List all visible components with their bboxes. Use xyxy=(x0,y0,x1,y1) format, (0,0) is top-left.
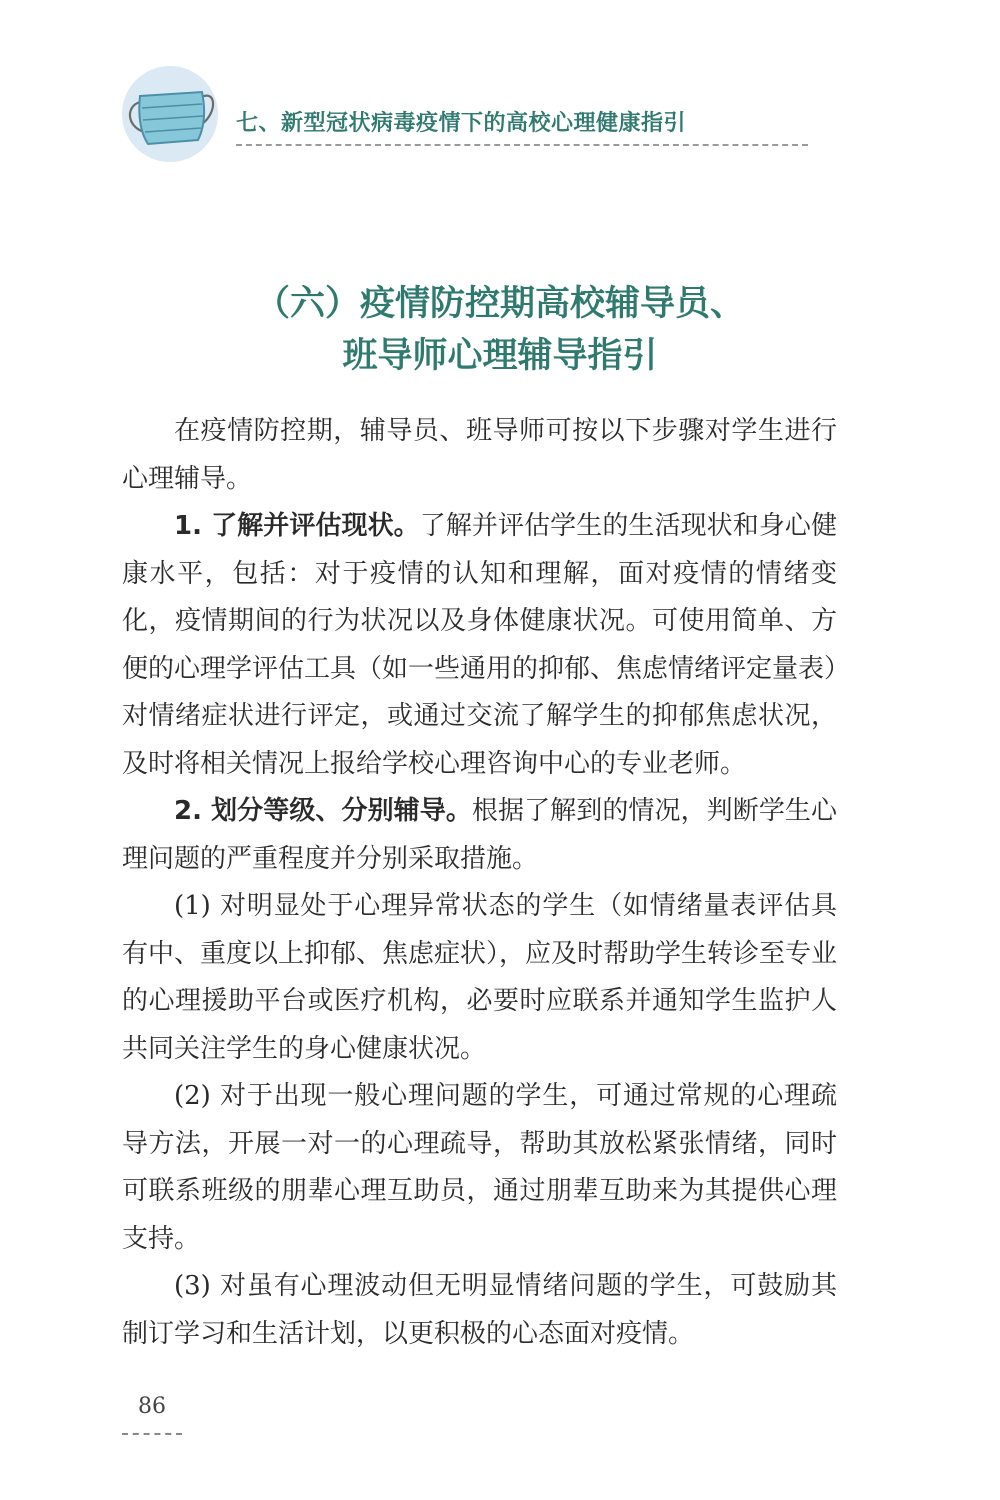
paragraph xyxy=(122,503,837,788)
body-text xyxy=(122,408,837,1358)
paragraph-text: (2) 对于出现一般心理问题的学生，可通过常规的心理疏导方法，开展一对一的心理疏导，帮助其放松紧张情绪，同时可联系班级的朋辈心理互助员，通过朋辈互助来为其提供心理支持。 xyxy=(122,1081,837,1254)
paragraph-lead: 1. 了解并评估现状。 xyxy=(174,511,420,541)
paragraph xyxy=(122,1073,837,1263)
face-mask-icon xyxy=(118,62,228,172)
section-title-line1: （六）疫情防控期高校辅导员、 xyxy=(254,283,745,324)
paragraph xyxy=(122,883,837,1073)
paragraph-text: (1) 对明显处于心理异常状态的学生（如情绪量表评估具有中、重度以上抑郁、焦虑症状），应及时帮助学生转诊至专业的心理援助平台或医疗机构，必要时应联系并通知学生监护人共同关注学生的身心健康状况。 xyxy=(122,891,838,1064)
paragraph xyxy=(122,788,837,883)
paragraph-text: 在疫情防控期，辅导员、班导师可按以下步骤对学生进行心理辅导。 xyxy=(122,416,837,494)
running-header xyxy=(118,62,698,172)
paragraph xyxy=(122,1263,837,1358)
paragraph-text: 根据了解到的情况，判断学生心理问题的严重程度并分别采取措施。 xyxy=(122,796,837,874)
page-number: 86 xyxy=(138,1394,166,1419)
section-title-line2: 班导师心理辅导指引 xyxy=(342,335,658,376)
paragraph-text: 了解并评估学生的生活现状和身心健康水平，包括：对于疫情的认知和理解，面对疫情的情绪变化，疫情期间的行为状况以及身体健康状况。可使用简单、方便的心理学评估工具（如一些通用的抑郁、焦虑情绪评定量表）对情绪症状进行评定，或通过交流了解学生的抑郁焦虑状况，及时将相关情况上报给学校心理咨询中心的专业老师。 xyxy=(122,511,838,779)
paragraph-lead: 2. 划分等级、分别辅导。 xyxy=(174,796,472,826)
header-divider xyxy=(236,144,808,146)
paragraph xyxy=(122,408,837,503)
section-title xyxy=(0,278,1000,382)
footer-divider xyxy=(122,1433,182,1435)
chapter-title: 七、新型冠状病毒疫情下的高校心理健康指引 xyxy=(236,110,687,136)
paragraph-text: (3) 对虽有心理波动但无明显情绪问题的学生，可鼓励其制订学习和生活计划，以更积极的心态面对疫情。 xyxy=(122,1271,837,1349)
